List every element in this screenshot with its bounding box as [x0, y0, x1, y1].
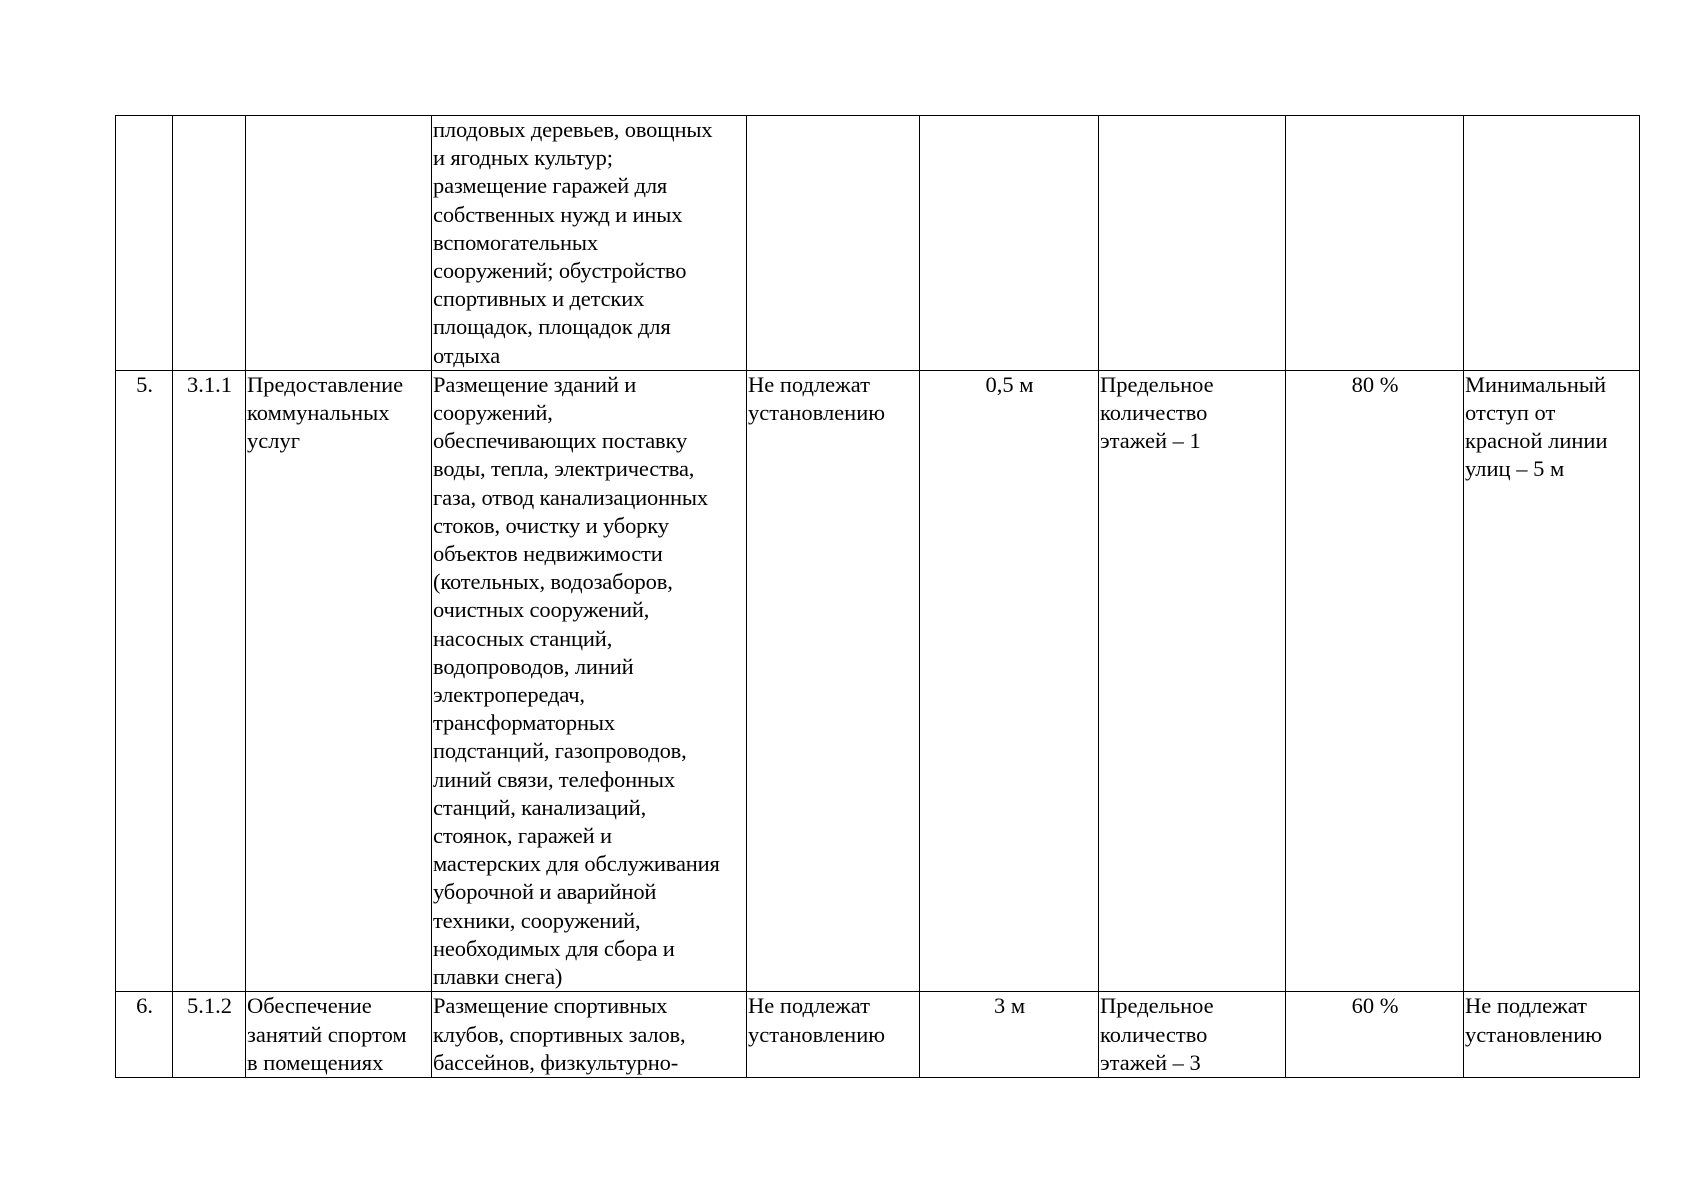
use-description-cell: плодовых деревьев, овощных и ягодных культур; размещение гаражей для собственных нужд и иных вспомогательных сооружений; обустройство спортивных и детских площадок, площадок для отдыха	[432, 116, 747, 371]
coverage-percent-cell: 80 %	[1286, 370, 1464, 991]
use-description-cell: Размещение спортивных клубов, спортивных залов, бассейнов, физкультурно-	[432, 992, 747, 1078]
row-number-cell: 6.	[116, 992, 173, 1078]
row-number-cell: 5.	[116, 370, 173, 991]
table-row	[116, 992, 1640, 1078]
plot-size-cell: Не подлежат установлению	[747, 992, 920, 1078]
use-name-cell: Предоставление коммунальных услуг	[246, 370, 432, 991]
other-params-cell: Не подлежат установлению	[1464, 992, 1640, 1078]
use-code-cell: 3.1.1	[173, 370, 246, 991]
zoning-regulations-table	[115, 115, 1640, 1078]
coverage-percent-cell: 60 %	[1286, 992, 1464, 1078]
use-code-cell	[173, 116, 246, 371]
other-params-cell: Минимальный отступ от красной линии улиц – 5 м	[1464, 370, 1640, 991]
setback-cell	[920, 116, 1099, 371]
other-params-cell	[1464, 116, 1640, 371]
floors-limit-cell: Предельное количество этажей – 3	[1099, 992, 1286, 1078]
table-row	[116, 116, 1640, 371]
coverage-percent-cell	[1286, 116, 1464, 371]
use-name-cell	[246, 116, 432, 371]
floors-limit-cell: Предельное количество этажей – 1	[1099, 370, 1286, 991]
use-description-cell: Размещение зданий и сооружений, обеспечивающих поставку воды, тепла, электричества, газа, отвод канализационных стоков, очистку и уборку объектов недвижимости (котельных, водозаборов, очистных сооружений, насосных станций, водопроводов, линий электропередач, трансформаторных подстанций, газопроводов, линий связи, телефонных станций, канализаций, стоянок, гаражей и мастерских для обслуживания уборочной и аварийной техники, сооружений, необходимых для сбора и плавки снега)	[432, 370, 747, 991]
table-row	[116, 370, 1640, 991]
plot-size-cell: Не подлежат установлению	[747, 370, 920, 991]
use-code-cell: 5.1.2	[173, 992, 246, 1078]
row-number-cell	[116, 116, 173, 371]
plot-size-cell	[747, 116, 920, 371]
floors-limit-cell	[1099, 116, 1286, 371]
use-name-cell: Обеспечение занятий спортом в помещениях	[246, 992, 432, 1078]
setback-cell: 0,5 м	[920, 370, 1099, 991]
setback-cell: 3 м	[920, 992, 1099, 1078]
